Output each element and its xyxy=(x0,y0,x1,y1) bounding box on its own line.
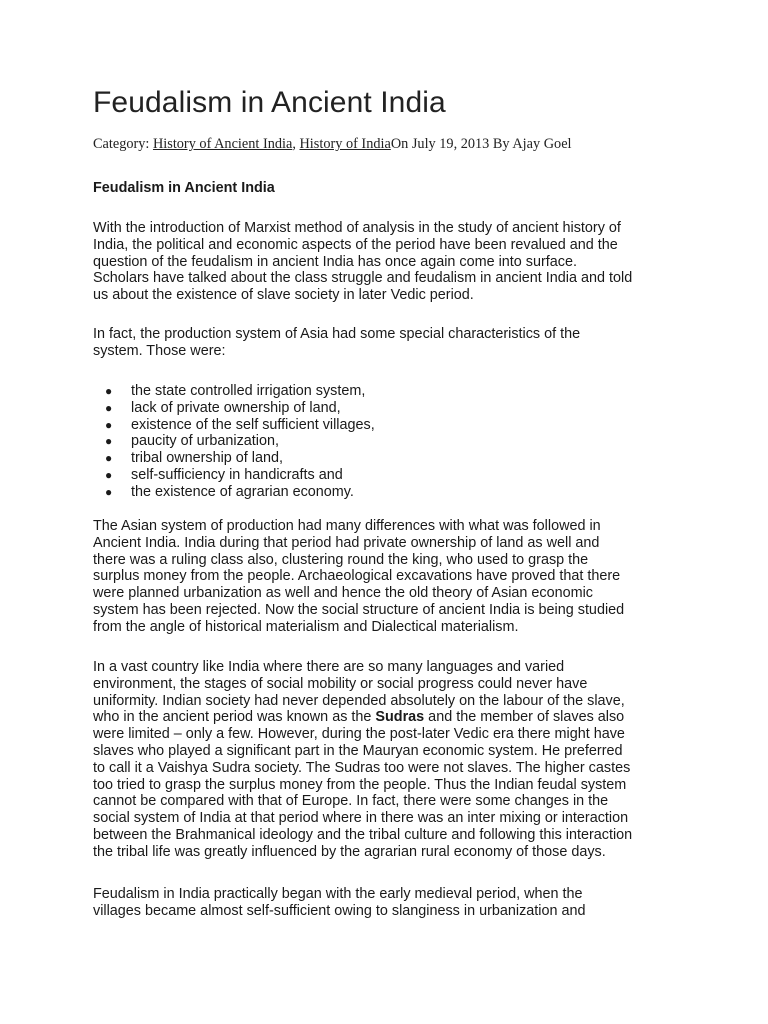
list-item-text: self-sufficiency in handicrafts and xyxy=(131,466,343,483)
list-item xyxy=(93,484,375,501)
text-line: slaves who played a significant part in the Mauryan economic system. He preferred xyxy=(93,742,623,759)
list-item-text: existence of the self sufficient villages, xyxy=(131,416,375,433)
text-line: were planned urbanization as well and hence the old theory of Asian economic xyxy=(93,585,593,602)
text-line: surplus money from the people. Archaeological excavations have proved that there xyxy=(93,568,621,585)
text-line: In fact, the production system of Asia had some special characteristics of the xyxy=(93,326,581,342)
text-line: there was a ruling class also, clustering round the king, who used to grasp the xyxy=(93,551,589,568)
text-line: too tried to grasp the surplus money from the people. Thus the Indian feudal system xyxy=(93,776,627,793)
text-line: between the Brahmanical ideology and the tribal culture and following this interaction xyxy=(93,826,633,843)
list-item xyxy=(93,433,375,450)
text-line: With the introduction of Marxist method of analysis in the study of ancient history of xyxy=(93,220,621,236)
paragraph-social-mobility xyxy=(93,659,693,861)
list-item xyxy=(93,400,375,417)
text-line: uniformity. Indian society had never depended absolutely on the labour of the slave, xyxy=(93,692,625,709)
text-line: question of the feudalism in ancient India has once again come into surface. xyxy=(93,253,577,270)
list-item-text: tribal ownership of land, xyxy=(131,450,283,467)
text-line: The Asian system of production had many differences with what was followed in xyxy=(93,518,601,534)
category-label: Category: xyxy=(93,136,153,152)
text-fragment: who in the ancient period was known as the xyxy=(93,709,376,726)
article-meta xyxy=(93,136,572,153)
bullet-icon: ● xyxy=(105,384,113,398)
text-line: In a vast country like India where there are so many languages and varied xyxy=(93,659,565,675)
bullet-icon: ● xyxy=(105,484,113,499)
bullet-icon: ● xyxy=(105,451,113,466)
text-line: were limited – only a few. However, during the post-later Vedic era there might have xyxy=(93,726,625,743)
bullet-icon: ● xyxy=(105,467,113,482)
paragraph-asia-production xyxy=(93,326,693,360)
bullet-icon: ● xyxy=(105,400,113,415)
text-line: Scholars have talked about the class struggle and feudalism in ancient India and told xyxy=(93,270,633,287)
text-line: villages became almost self-sufficient owing to slanginess in urbanization and xyxy=(93,902,586,919)
text-line: social system of India at that period where in there was an inter mixing or interaction xyxy=(93,810,629,827)
list-item xyxy=(93,450,375,467)
article-title: Feudalism in Ancient India xyxy=(93,86,446,119)
list-item xyxy=(93,417,375,434)
text-line: Ancient India. India during that period had private ownership of land as well and xyxy=(93,534,600,551)
paragraph-feudalism-origin xyxy=(93,886,693,920)
list-item-text: lack of private ownership of land, xyxy=(131,399,341,416)
text-line: system. Those were: xyxy=(93,342,226,359)
category-link-india[interactable]: History of India xyxy=(299,136,391,152)
list-item-text: the state controlled irrigation system, xyxy=(131,383,366,399)
bullet-icon: ● xyxy=(105,417,113,432)
category-link-ancient-india[interactable]: History of Ancient India xyxy=(152,136,293,152)
emphasis-sudras: Sudras xyxy=(375,709,425,726)
text-line xyxy=(93,709,693,726)
section-heading: Feudalism in Ancient India xyxy=(93,180,275,196)
post-date-author: On July 19, 2013 By Ajay Goel xyxy=(390,136,572,152)
text-line: environment, the stages of social mobility or social progress could never have xyxy=(93,675,588,692)
text-line: system has been rejected. Now the social structure of ancient India is being studied xyxy=(93,601,625,618)
text-line: from the angle of historical materialism and Dialectical materialism. xyxy=(93,618,519,635)
text-line: to call it a Vaishya Sudra society. The Sudras too were not slaves. The higher castes xyxy=(93,759,631,776)
text-line: India, the political and economic aspects of the period have been revalued and the xyxy=(93,236,618,253)
bullet-icon: ● xyxy=(105,434,113,449)
text-line: us about the existence of slave society in later Vedic period. xyxy=(93,287,474,304)
text-line: Feudalism in India practically began with the early medieval period, when the xyxy=(93,886,583,902)
category-separator: , xyxy=(292,136,300,152)
paragraph-asian-system xyxy=(93,518,693,636)
list-item xyxy=(93,383,375,400)
paragraph-intro xyxy=(93,220,693,304)
text-line: cannot be compared with that of Europe. In fact, there were some changes in the xyxy=(93,793,609,810)
characteristics-list xyxy=(93,383,375,501)
text-line: the tribal life was greatly influenced by the agrarian rural economy of those days. xyxy=(93,843,606,860)
text-fragment: and the member of slaves also xyxy=(424,709,625,726)
list-item xyxy=(93,467,375,484)
list-item-text: the existence of agrarian economy. xyxy=(131,483,354,500)
list-item-text: paucity of urbanization, xyxy=(131,433,279,450)
